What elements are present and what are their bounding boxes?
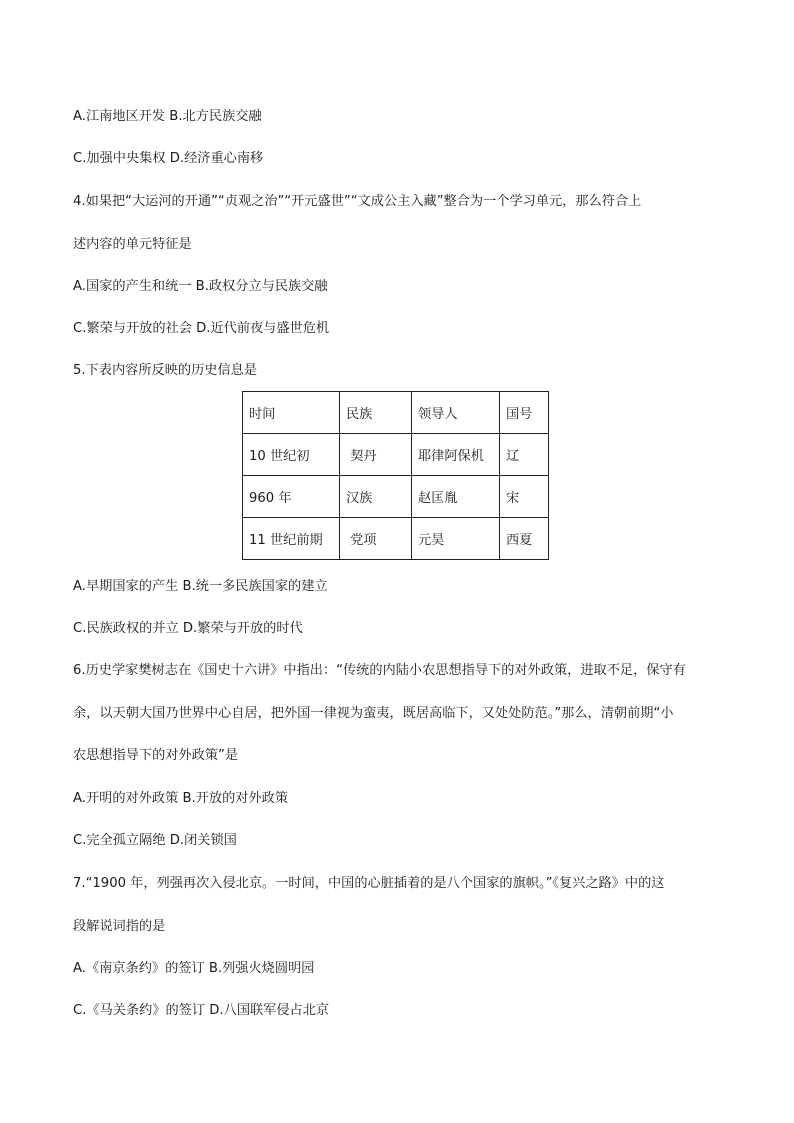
table-cell: 契丹 — [340, 434, 412, 476]
table-row — [243, 434, 549, 476]
q4-stem-line-1: 4.如果把“大运河的开通”“贞观之治”“开元盛世”“文成公主入藏”整合为一个学习单元，那么符合上 — [73, 194, 642, 209]
q5-options-ab: A.早期国家的产生 B.统一多民族国家的建立 — [73, 579, 328, 594]
table-cell: 汉族 — [340, 476, 412, 518]
q5-options-cd: C.民族政权的并立 D.繁荣与开放的时代 — [73, 621, 303, 636]
table-header-cell: 领导人 — [412, 392, 500, 434]
table-cell: 元昊 — [412, 518, 500, 560]
table-row — [243, 476, 549, 518]
q4-options-ab: A.国家的产生和统一 B.政权分立与民族交融 — [73, 279, 328, 294]
q7-options-cd: C.《马关条约》的签订 D.八国联军侵占北京 — [73, 1003, 330, 1018]
q4-stem-line-2: 述内容的单元特征是 — [73, 237, 192, 252]
table-header-cell: 时间 — [243, 392, 340, 434]
q6-stem-line-2: 余，以天朝大国乃世界中心自居，把外国一律视为蛮夷，既居高临下，又处处防范。”那么，清朝前期“小 — [73, 706, 674, 721]
q4-options-cd: C.繁荣与开放的社会 D.近代前夜与盛世危机 — [73, 321, 330, 336]
q3-options-ab: A.江南地区开发 B.北方民族交融 — [73, 109, 262, 124]
table-cell: 11 世纪前期 — [243, 518, 340, 560]
q6-options-ab: A.开明的对外政策 B.开放的对外政策 — [73, 791, 289, 806]
q6-options-cd: C.完全孤立隔绝 D.闭关锁国 — [73, 833, 237, 848]
history-table — [242, 391, 549, 560]
table-header-cell: 民族 — [340, 392, 412, 434]
q7-stem-line-1: 7.“1900 年，列强再次入侵北京。一时间，中国的心脏插着的是八个国家的旗帜。”《复兴之路》中的这 — [73, 876, 665, 891]
table-header-cell: 国号 — [500, 392, 549, 434]
q6-stem-line-3: 农思想指导下的对外政策”是 — [73, 748, 239, 763]
table-cell: 赵匡胤 — [412, 476, 500, 518]
table-cell: 宋 — [500, 476, 549, 518]
q5-stem: 5.下表内容所反映的历史信息是 — [73, 363, 258, 378]
q7-stem-line-2: 段解说词指的是 — [73, 919, 166, 934]
table-cell: 10 世纪初 — [243, 434, 340, 476]
table-cell: 党项 — [340, 518, 412, 560]
table-header-row — [243, 392, 549, 434]
q6-stem-line-1: 6.历史学家樊树志在《国史十六讲》中指出：“传统的内陆小农思想指导下的对外政策，进取不足，保守有 — [73, 663, 686, 678]
table-cell: 辽 — [500, 434, 549, 476]
table-row — [243, 518, 549, 560]
q7-options-ab: A.《南京条约》的签订 B.列强火烧圆明园 — [73, 961, 315, 976]
table-cell: 耶律阿保机 — [412, 434, 500, 476]
q3-options-cd: C.加强中央集权 D.经济重心南移 — [73, 151, 264, 166]
table-cell: 西夏 — [500, 518, 549, 560]
table-cell: 960 年 — [243, 476, 340, 518]
